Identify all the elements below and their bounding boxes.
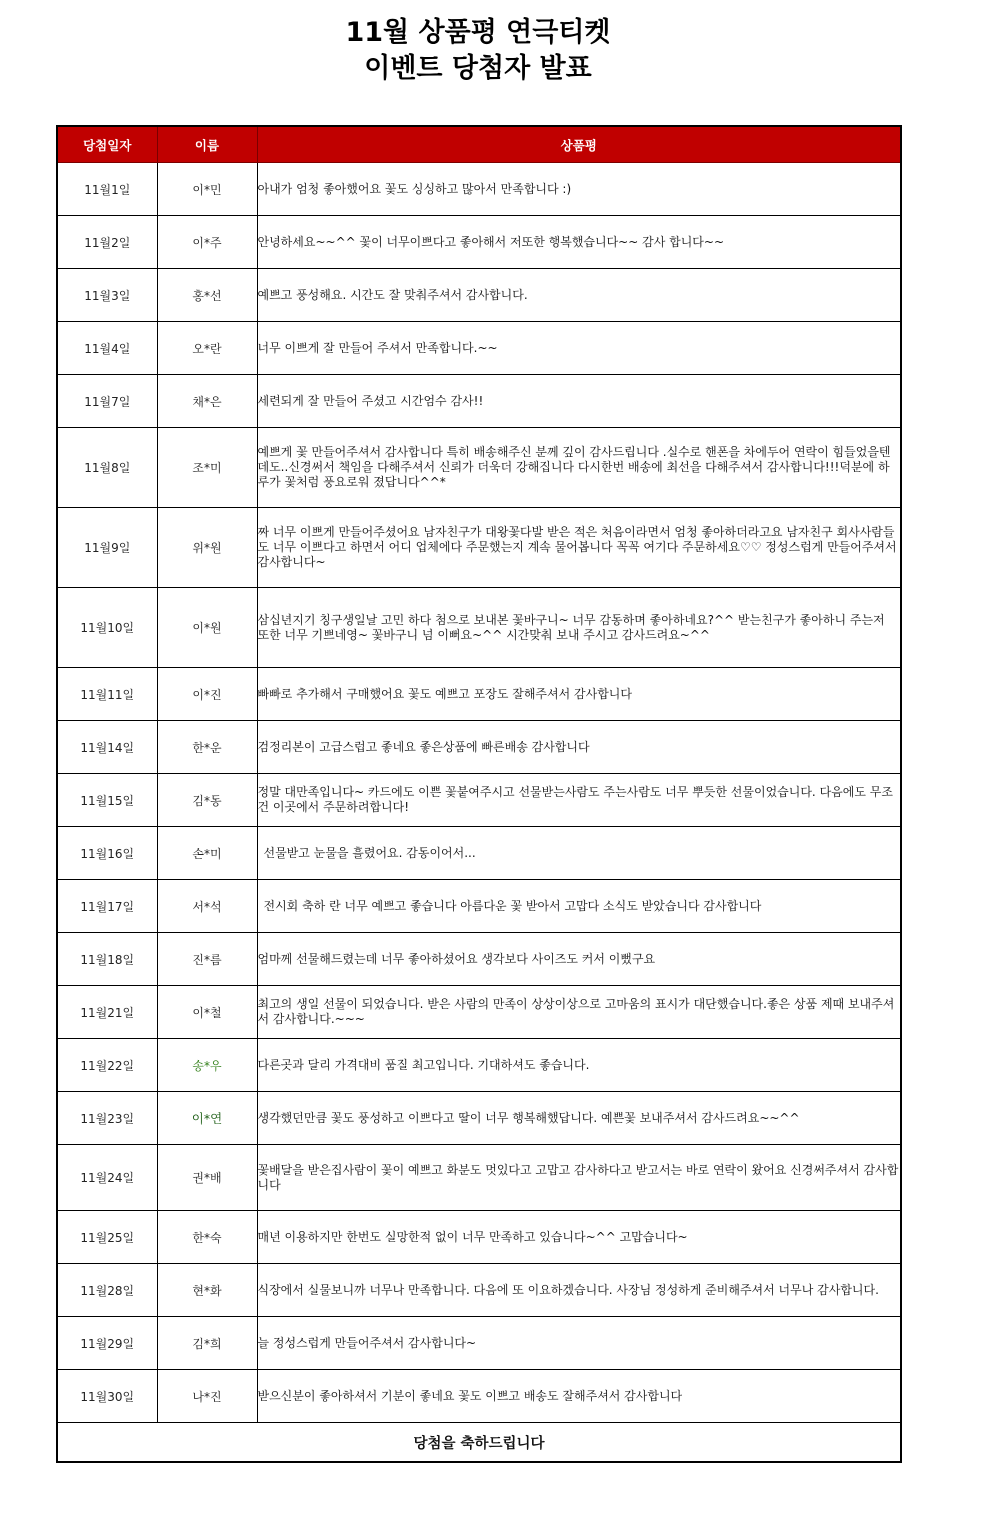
- winner-name: 서*석: [157, 880, 257, 933]
- header-name: 이름: [157, 126, 257, 163]
- review-text: 세련되게 잘 만들어 주셨고 시간엄수 감사!!: [257, 375, 901, 428]
- table-row: [57, 827, 901, 880]
- table-row: [57, 774, 901, 827]
- win-date: 11월28일: [57, 1264, 157, 1317]
- table-row: [57, 216, 901, 269]
- win-date: 11월14일: [57, 721, 157, 774]
- review-text: 꽃배달을 받은집사람이 꽃이 예쁘고 화분도 멋있다고 고맙고 감사하다고 받고서는 바로 연락이 왔어요 신경써주셔서 감사합니다: [257, 1145, 901, 1211]
- win-date: 11월21일: [57, 986, 157, 1039]
- winner-name: 홍*선: [157, 269, 257, 322]
- winner-name: 조*미: [157, 428, 257, 508]
- table-row: [57, 1092, 901, 1145]
- table-row: [57, 508, 901, 588]
- winner-name: 송*우: [157, 1039, 257, 1092]
- winner-name: 나*진: [157, 1370, 257, 1423]
- table-row: [57, 322, 901, 375]
- winner-name: 한*운: [157, 721, 257, 774]
- winner-name: 진*름: [157, 933, 257, 986]
- review-text: 예쁘고 풍성해요. 시간도 잘 맞춰주셔서 감사합니다.: [257, 269, 901, 322]
- review-text: 받으신분이 좋아하셔서 기분이 좋네요 꽃도 이쁘고 배송도 잘해주셔서 감사합니다: [257, 1370, 901, 1423]
- win-date: 11월29일: [57, 1317, 157, 1370]
- table-row: [57, 933, 901, 986]
- table-row: [57, 668, 901, 721]
- winner-name: 채*은: [157, 375, 257, 428]
- win-date: 11월4일: [57, 322, 157, 375]
- table-row: [57, 428, 901, 508]
- review-text: 삼십년지기 칭구생일날 고민 하다 첨으로 보내본 꽃바구니~ 너무 감동하며 좋아하네요?^^ 받는친구가 좋아하니 주는저 또한 너무 기쁘네영~ 꽃바구니 넘 이뻐요~^^ 시간맞춰 보내 주시고 감사드려요~^^: [257, 588, 901, 668]
- table-row: [57, 721, 901, 774]
- review-text: 아내가 엄청 좋아했어요 꽃도 싱싱하고 많아서 만족합니다 :): [257, 163, 901, 216]
- win-date: 11월7일: [57, 375, 157, 428]
- table-row: [57, 588, 901, 668]
- winner-name: 이*진: [157, 668, 257, 721]
- win-date: 11월9일: [57, 508, 157, 588]
- winner-name: 이*민: [157, 163, 257, 216]
- review-text: 생각했던만큼 꽃도 풍성하고 이쁘다고 딸이 너무 행복해했답니다. 예쁜꽃 보내주셔서 감사드려요~~^^: [257, 1092, 901, 1145]
- review-text: 다른곳과 달리 가격대비 품질 최고입니다. 기대하셔도 좋습니다.: [257, 1039, 901, 1092]
- review-text: 짜 너무 이쁘게 만들어주셨어요 남자친구가 대왕꽃다발 받은 적은 처음이라면서 엄청 좋아하더라고요 남자친구 회사사람들도 너무 이쁘다고 하면서 어디 업체에다 주문했는지 계속 물어봅니다 꼭꼭 여기다 주문하세요♡♡ 정성스럽게 만들어주셔서 감사합니다~: [257, 508, 901, 588]
- winner-name: 이*원: [157, 588, 257, 668]
- table-row: [57, 1317, 901, 1370]
- win-date: 11월18일: [57, 933, 157, 986]
- win-date: 11월24일: [57, 1145, 157, 1211]
- review-text: 정말 대만족입니다~ 카드에도 이쁜 꽃붙여주시고 선물받는사람도 주는사람도 너무 뿌듯한 선물이었습니다. 다음에도 무조건 이곳에서 주문하려합니다!: [257, 774, 901, 827]
- table-row: [57, 1039, 901, 1092]
- review-text: 최고의 생일 선물이 되었습니다. 받은 사람의 만족이 상상이상으로 고마움의 표시가 대단했습니다.좋은 상품 제때 보내주셔서 감사합니다.~~~: [257, 986, 901, 1039]
- review-text: 전시회 축하 란 너무 예쁘고 좋습니다 아름다운 꽃 받아서 고맙다 소식도 받았습니다 감사합니다: [257, 880, 901, 933]
- win-date: 11월23일: [57, 1092, 157, 1145]
- review-text: 예쁘게 꽃 만들어주셔서 감사합니다 특히 배송해주신 분께 깊이 감사드립니다 .실수로 핸폰을 차에두어 연락이 힘들었을텐데도..신경써서 책임을 다해주셔서 신뢰가 더욱더 강해집니다 다시한번 배송에 최선을 다해주셔서 감사합니다!!!덕분에 하루가 꽃처럼 풍요로워 졌답니다^^*: [257, 428, 901, 508]
- review-text: 선물받고 눈물을 흘렸어요. 감동이어서...: [257, 827, 901, 880]
- review-text: 엄마께 선물해드렸는데 너무 좋아하셨어요 생각보다 사이즈도 커서 이뻤구요: [257, 933, 901, 986]
- table-row: [57, 880, 901, 933]
- win-date: 11월8일: [57, 428, 157, 508]
- review-text: 매년 이용하지만 한번도 실망한적 없이 너무 만족하고 있습니다~^^ 고맙습니다~: [257, 1211, 901, 1264]
- table-row: [57, 163, 901, 216]
- table-row: [57, 375, 901, 428]
- table-body: [57, 163, 901, 1463]
- header-review: 상품평: [257, 126, 901, 163]
- winners-table: [56, 125, 902, 1463]
- winner-name: 이*연: [157, 1092, 257, 1145]
- win-date: 11월10일: [57, 588, 157, 668]
- table-row: [57, 269, 901, 322]
- win-date: 11월17일: [57, 880, 157, 933]
- review-text: 빠빠로 추가해서 구매했어요 꽃도 예쁘고 포장도 잘해주셔서 감사합니다: [257, 668, 901, 721]
- win-date: 11월1일: [57, 163, 157, 216]
- win-date: 11월15일: [57, 774, 157, 827]
- congratulations-text: 당첨을 축하드립니다: [57, 1423, 901, 1463]
- page-title-line-2: 이벤트 당첨자 발표: [364, 53, 592, 84]
- table-row: [57, 986, 901, 1039]
- winner-name: 권*배: [157, 1145, 257, 1211]
- footer-row: [57, 1423, 901, 1463]
- table-row: [57, 1145, 901, 1211]
- win-date: 11월2일: [57, 216, 157, 269]
- table-row: [57, 1264, 901, 1317]
- review-text: 검정리본이 고급스럽고 좋네요 좋은상품에 빠른배송 감사합니다: [257, 721, 901, 774]
- page-title-line-1: 11월 상품평 연극티켓: [345, 17, 611, 48]
- winner-name: 김*동: [157, 774, 257, 827]
- review-text: 너무 이쁘게 잘 만들어 주셔서 만족합니다.~~: [257, 322, 901, 375]
- review-text: 안녕하세요~~^^ 꽃이 너무이쁘다고 좋아해서 저또한 행복했습니다~~ 감사 합니다~~: [257, 216, 901, 269]
- winner-name: 한*숙: [157, 1211, 257, 1264]
- review-text: 식장에서 실물보니까 너무나 만족합니다. 다음에 또 이요하겠습니다. 사장님 정성하게 준비해주셔서 너무나 감사합니다.: [257, 1264, 901, 1317]
- winner-name: 위*원: [157, 508, 257, 588]
- table-header: [57, 126, 901, 163]
- win-date: 11월30일: [57, 1370, 157, 1423]
- win-date: 11월22일: [57, 1039, 157, 1092]
- winner-name: 김*희: [157, 1317, 257, 1370]
- header-date: 당첨일자: [57, 126, 157, 163]
- winner-name: 이*주: [157, 216, 257, 269]
- win-date: 11월25일: [57, 1211, 157, 1264]
- winner-name: 손*미: [157, 827, 257, 880]
- win-date: 11월16일: [57, 827, 157, 880]
- table-row: [57, 1370, 901, 1423]
- winner-name: 현*화: [157, 1264, 257, 1317]
- win-date: 11월11일: [57, 668, 157, 721]
- table-row: [57, 1211, 901, 1264]
- winner-name: 이*철: [157, 986, 257, 1039]
- winner-name: 오*란: [157, 322, 257, 375]
- review-text: 늘 정성스럽게 만들어주셔서 감사합니다~: [257, 1317, 901, 1370]
- win-date: 11월3일: [57, 269, 157, 322]
